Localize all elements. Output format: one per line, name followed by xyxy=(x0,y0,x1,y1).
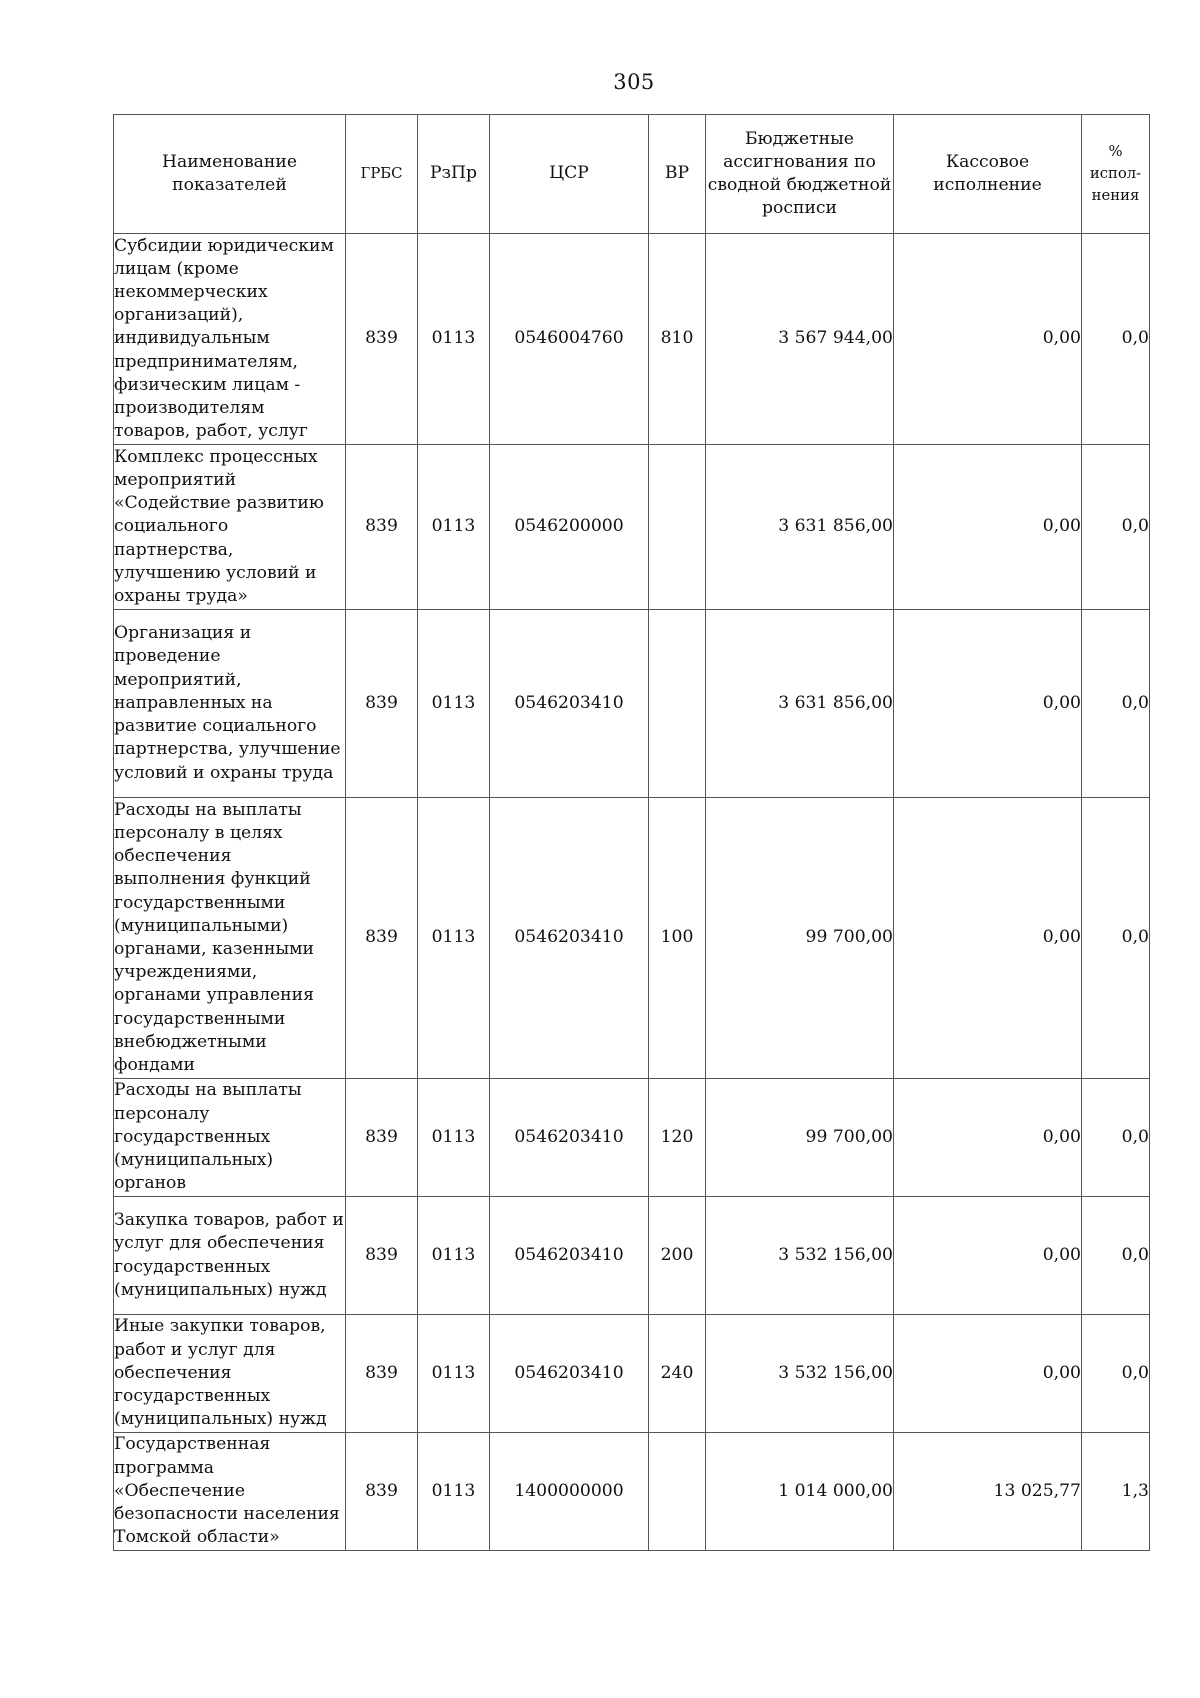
row-cash-execution: 0,00 xyxy=(894,1079,1082,1197)
row-name: Закупка товаров, работ и услуг для обеспечения государственных (муниципальных) нужд xyxy=(114,1197,346,1315)
row-csr: 0546203410 xyxy=(490,1079,649,1197)
row-allocations: 3 631 856,00 xyxy=(706,610,894,798)
row-name: Иные закупки товаров, работ и услуг для обеспечения государственных (муниципальных) нужд xyxy=(114,1315,346,1433)
row-allocations: 3 532 156,00 xyxy=(706,1315,894,1433)
row-rzpr: 0113 xyxy=(418,610,490,798)
row-vr: 100 xyxy=(649,798,706,1079)
budget-execution-table xyxy=(113,114,1150,1551)
row-grbs: 839 xyxy=(346,1433,418,1551)
row-vr: 120 xyxy=(649,1079,706,1197)
row-cash-execution: 0,00 xyxy=(894,798,1082,1079)
row-grbs: 839 xyxy=(346,234,418,445)
row-vr: 810 xyxy=(649,234,706,445)
row-rzpr: 0113 xyxy=(418,1315,490,1433)
row-rzpr: 0113 xyxy=(418,1079,490,1197)
table-row xyxy=(114,1315,1150,1433)
row-grbs: 839 xyxy=(346,1315,418,1433)
row-name: Расходы на выплаты персоналу государственных (муниципальных) органов xyxy=(114,1079,346,1197)
row-name: Государственная программа «Обеспечение безопасности населения Томской области» xyxy=(114,1433,346,1551)
table-row xyxy=(114,798,1150,1079)
row-allocations: 1 014 000,00 xyxy=(706,1433,894,1551)
row-percent: 0,0 xyxy=(1082,610,1150,798)
row-allocations: 99 700,00 xyxy=(706,1079,894,1197)
row-vr: 200 xyxy=(649,1197,706,1315)
row-percent: 0,0 xyxy=(1082,1197,1150,1315)
table-row xyxy=(114,1079,1150,1197)
table-row xyxy=(114,1197,1150,1315)
row-name: Субсидии юридическим лицам (кроме некоммерческих организаций), индивидуальным предпринимателям, физическим лицам - производителям товаров, работ, услуг xyxy=(114,234,346,445)
row-csr: 0546203410 xyxy=(490,610,649,798)
row-csr: 0546203410 xyxy=(490,1197,649,1315)
table-row xyxy=(114,610,1150,798)
row-allocations: 3 532 156,00 xyxy=(706,1197,894,1315)
row-name: Расходы на выплаты персоналу в целях обеспечения выполнения функций государственными (муниципальными) органами, казенными учреждениями, органами управления государственными внебюджетными фондами xyxy=(114,798,346,1079)
header-allocations: Бюджетные ассигнования по сводной бюджетной росписи xyxy=(706,115,894,234)
row-grbs: 839 xyxy=(346,798,418,1079)
row-rzpr: 0113 xyxy=(418,798,490,1079)
row-rzpr: 0113 xyxy=(418,445,490,610)
row-csr: 1400000000 xyxy=(490,1433,649,1551)
row-grbs: 839 xyxy=(346,1079,418,1197)
row-percent: 0,0 xyxy=(1082,234,1150,445)
row-rzpr: 0113 xyxy=(418,234,490,445)
row-csr: 0546200000 xyxy=(490,445,649,610)
row-cash-execution: 13 025,77 xyxy=(894,1433,1082,1551)
header-rzpr: РзПр xyxy=(418,115,490,234)
table-row xyxy=(114,1433,1150,1551)
header-grbs: ГРБС xyxy=(346,115,418,234)
header-percent: % испол-нения xyxy=(1082,115,1150,234)
row-csr: 0546004760 xyxy=(490,234,649,445)
row-cash-execution: 0,00 xyxy=(894,610,1082,798)
row-rzpr: 0113 xyxy=(418,1433,490,1551)
table-header-row xyxy=(114,115,1150,234)
row-vr: 240 xyxy=(649,1315,706,1433)
row-allocations: 3 567 944,00 xyxy=(706,234,894,445)
row-rzpr: 0113 xyxy=(418,1197,490,1315)
row-percent: 0,0 xyxy=(1082,1315,1150,1433)
header-vr: ВР xyxy=(649,115,706,234)
row-allocations: 3 631 856,00 xyxy=(706,445,894,610)
page-number: 305 xyxy=(613,70,655,94)
row-csr: 0546203410 xyxy=(490,798,649,1079)
row-vr xyxy=(649,1433,706,1551)
row-cash-execution: 0,00 xyxy=(894,1197,1082,1315)
row-csr: 0546203410 xyxy=(490,1315,649,1433)
row-name: Комплекс процессных мероприятий «Содействие развитию социального партнерства, улучшению условий и охраны труда» xyxy=(114,445,346,610)
row-cash-execution: 0,00 xyxy=(894,234,1082,445)
row-percent: 0,0 xyxy=(1082,445,1150,610)
row-percent: 1,3 xyxy=(1082,1433,1150,1551)
row-cash-execution: 0,00 xyxy=(894,1315,1082,1433)
row-allocations: 99 700,00 xyxy=(706,798,894,1079)
row-grbs: 839 xyxy=(346,610,418,798)
row-vr xyxy=(649,445,706,610)
table-row xyxy=(114,234,1150,445)
header-cash-execution: Кассовое исполнение xyxy=(894,115,1082,234)
row-grbs: 839 xyxy=(346,1197,418,1315)
row-name: Организация и проведение мероприятий, направленных на развитие социального партнерства, улучшение условий и охраны труда xyxy=(114,610,346,798)
row-vr xyxy=(649,610,706,798)
row-percent: 0,0 xyxy=(1082,798,1150,1079)
row-percent: 0,0 xyxy=(1082,1079,1150,1197)
header-csr: ЦСР xyxy=(490,115,649,234)
header-name: Наименование показателей xyxy=(114,115,346,234)
row-cash-execution: 0,00 xyxy=(894,445,1082,610)
table-row xyxy=(114,445,1150,610)
row-grbs: 839 xyxy=(346,445,418,610)
